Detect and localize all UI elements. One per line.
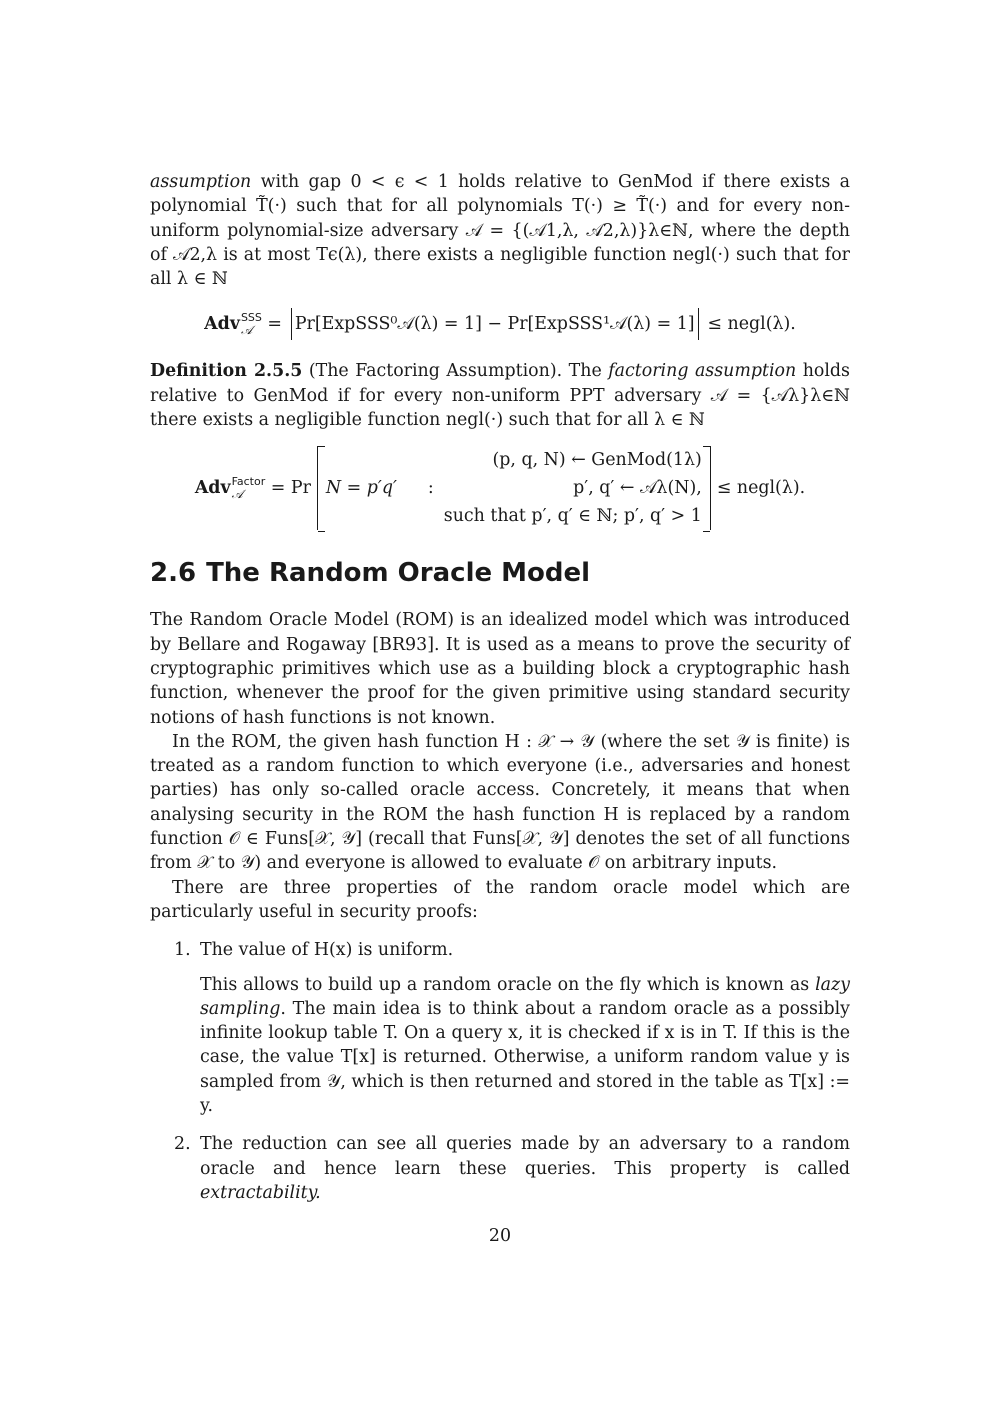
- continuation-lead: assumption: [150, 172, 252, 192]
- rom-properties-paragraph: There are three properties of the random oracle model which are particularly useful in security proofs:: [150, 877, 850, 922]
- rom-definition-paragraph: In the ROM, the given hash function H : 𝒳 → 𝒴 (where the set 𝒴 is finite) is treated as a random function to which everyone (i.e., adversaries and honest parties) has only so-called oracle access. Concretely, it means that when analysing security in the ROM the hash function H is replaced by a random function 𝒪 ∈ Funs[𝒳, 𝒴] (recall that Funs[𝒳, 𝒴] denotes the set of all functions from 𝒳 to 𝒴) and everyone is allowed to evaluate 𝒪 on arbitrary inputs.: [150, 731, 850, 874]
- continuation-paragraph: [150, 170, 850, 291]
- factor-advantage-equation: [150, 446, 850, 530]
- factor-adv-symbol: Adv: [194, 478, 231, 499]
- sss-adv-symbol: Adv: [204, 314, 240, 335]
- list-item: [150, 1132, 850, 1205]
- sss-adv-sub: 𝒜: [240, 323, 253, 338]
- factor-adv-sup: Factor: [231, 475, 266, 489]
- factor-rhs: ≤ negl(λ).: [716, 478, 806, 499]
- factor-colon: :: [427, 478, 434, 499]
- definition-text-b: holds relative to GenMod if for every non-uniform PPT adversary 𝒜 = {𝒜λ}λ∈ℕ there exists a negligible function negl(·) such that for all λ ∈ ℕ: [150, 361, 850, 431]
- abs-bar-left: [291, 308, 292, 340]
- list-item-text: The reduction can see all queries made by an adversary to a random oracle and hence learn these queries. This property is called extractability.: [200, 1134, 850, 1203]
- rom-intro-paragraph: The Random Oracle Model (ROM) is an idealized model which was introduced by Bellare and Rogaway [BR93]. It is used as a means to prove the security of cryptographic primitives which use as a building block a cryptographic hash function, whenever the proof for the given primitive using standard security notions of hash functions is not known.: [150, 610, 850, 728]
- sss-equals: =: [261, 314, 288, 335]
- list-item-detail: This allows to build up a random oracle on the fly which is known as lazy sampling. The main idea is to think about a random oracle as a possibly infinite lookup table T. On a query x, it is checked if x is in T. If this is the case, the value T[x] is returned. Otherwise, a uniform random value y is sampled from 𝒴, which is then returned and stored in the table as T[x] := y.: [200, 974, 850, 1117]
- factor-row: such that p′, q′ ∈ ℕ; p′, q′ > 1: [443, 506, 702, 527]
- sss-rhs: ≤ negl(λ).: [701, 314, 796, 335]
- sss-advantage-equation: [150, 307, 850, 341]
- list-marker: 2.: [174, 1134, 191, 1155]
- definition-2-5-5: [150, 359, 850, 432]
- factor-conditions: [444, 446, 702, 530]
- definition-label: Definition 2.5.5: [150, 361, 303, 382]
- abs-bar-right: [698, 308, 699, 340]
- section-title: The Random Oracle Model: [206, 558, 591, 589]
- list-item-text: The value of H(x) is uniform.: [200, 940, 454, 961]
- factor-adv-sub: 𝒜: [231, 487, 243, 502]
- list-marker: 1.: [174, 940, 191, 961]
- sss-term: Pr[ExpSSS⁰𝒜(λ) = 1] − Pr[ExpSSS¹𝒜(λ) = 1]: [294, 314, 695, 335]
- section-heading: [150, 558, 850, 588]
- definition-title: (The Factoring Assumption).: [302, 361, 569, 382]
- sss-adv-sup: SSS: [240, 311, 262, 325]
- page-number: 20: [488, 1226, 512, 1246]
- definition-italic: factoring assumption: [608, 361, 797, 382]
- section-number: 2.6: [150, 558, 197, 589]
- factor-eq-pr: = Pr: [265, 478, 311, 499]
- factor-lhs: N = p′q′: [325, 478, 397, 499]
- page-body: [150, 170, 850, 1219]
- list-item: [150, 938, 850, 1118]
- factor-row: (p, q, N) ← GenMod(1λ): [492, 450, 702, 471]
- factor-bracket: [317, 446, 711, 530]
- definition-text-a: The: [568, 361, 609, 382]
- continuation-text: with gap 0 < ϵ < 1 holds relative to GenMod if there exists a polynomial T̃(·) such that for all polynomials T(·) ≥ T̃(·) and for every non-uniform polynomial-size adversary 𝒜 = {(𝒜1,λ, 𝒜2,λ)}λ∈ℕ, where the depth of 𝒜2,λ is at most Tϵ(λ), there exists a negligible function negl(·) such that for all λ ∈ ℕ: [150, 172, 850, 290]
- factor-row: p′, q′ ← 𝒜λ(N),: [573, 478, 702, 499]
- properties-list: [150, 938, 850, 1205]
